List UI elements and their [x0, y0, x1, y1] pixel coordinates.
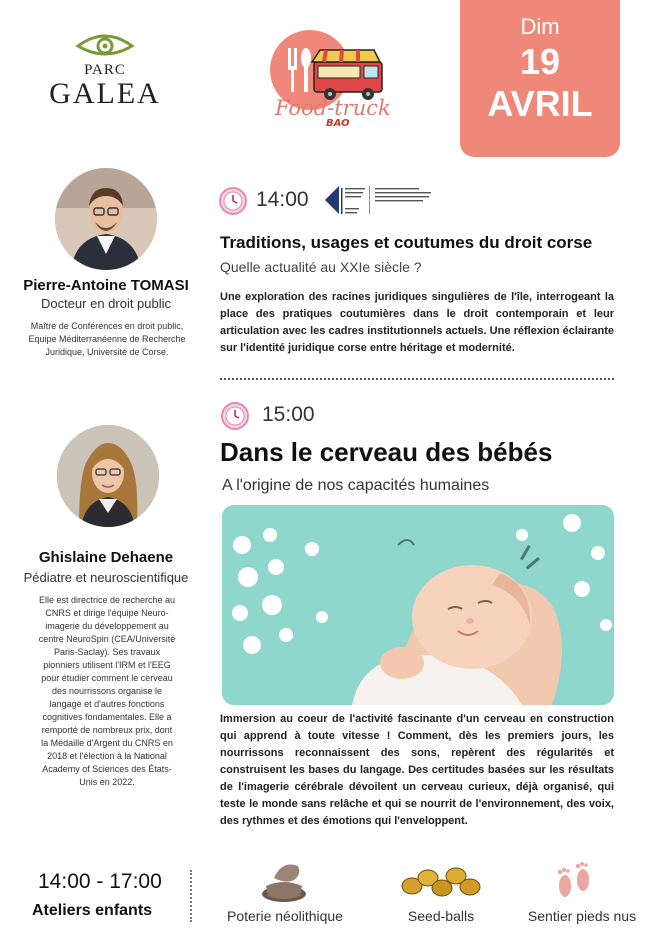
session2-subtitle: A l'origine de nos capacités humaines	[222, 477, 490, 494]
foodtruck-name: Food-truck	[275, 96, 391, 120]
woman-portrait-icon	[57, 425, 159, 527]
session2-title: Dans le cerveau des bébés	[220, 437, 553, 467]
speaker1-bio: Maître de Conférences en droit public, Equipe Méditerranéenne de Recherche Juridique, Université de Corse.	[28, 321, 186, 357]
date-number: 19	[519, 41, 561, 82]
university-logo	[325, 182, 435, 218]
speaker1-role: Docteur en droit public	[40, 296, 172, 311]
eye-logo-icon	[74, 32, 136, 60]
speaker1-portrait	[55, 168, 157, 270]
session1-description: Une exploration des racines juridiques singulières de l'île, interrogeant la place des pratiques coutumières dans le droit contemporain et leur articulation avec les cadres institutionnels actuels. Une réflexion éclairante sur l'identité juridique corse entre héritage et modernité.	[220, 291, 614, 354]
logo-big-text: GALEA	[49, 77, 161, 110]
seed-balls-icon	[400, 862, 482, 902]
activity-seed-balls: Seed-balls	[407, 908, 475, 924]
speaker2-portrait	[57, 425, 159, 527]
session2-time: 15:00	[262, 403, 315, 426]
logo-small-text: PARC	[84, 62, 126, 78]
clock-icon	[220, 401, 250, 431]
date-badge	[460, 0, 620, 157]
session1-subtitle: Quelle actualité au XXIe siècle ?	[220, 259, 422, 275]
baby-photo	[222, 505, 614, 705]
session1-title: Traditions, usages et coutumes du droit corse	[220, 233, 593, 252]
pottery-icon	[258, 856, 310, 904]
foodtruck-sub: BAO	[326, 118, 350, 129]
clock-icon	[218, 186, 248, 216]
man-portrait-icon	[55, 168, 157, 270]
session1-time: 14:00	[256, 188, 309, 211]
footer-divider	[190, 870, 192, 922]
sleeping-baby-icon	[222, 505, 614, 705]
parc-galea-logo	[40, 32, 170, 122]
speaker2-name: Ghislaine Dehaene	[38, 549, 174, 566]
session2-description: Immersion au coeur de l'activité fascinante d'un cerveau en construction qui apprend à toute vitesse ! Comment, dès les premiers jours, les nourrissons reconnaissent des sons, repèrent des régularités et construisent les bases du langage. Des certitudes basées sur les résultats de l'imagerie cérébrale dévoilent un cerveau curieux, déjà organisé, qui teste le monde sans relâche et qui se nourrit de l'environnement, des voix, des rythmes et des émotions qui l'enveloppent.	[220, 713, 614, 827]
activity-barefoot-trail: Sentier pieds nus	[527, 908, 637, 924]
date-day: Dim	[520, 14, 560, 39]
speaker2-bio: Elle est directrice de recherche au CNRS et dirige l'équipe Neuro-imagerie du développement au centre NeuroSpin (CEA/Université Paris-Saclay). Ses travaux pionniers utilisent l'IRM et l'EEG pour étudier comment le cerveau des nourrissons organise le langage et d'autres fonctions cognitives fondamentales. Elle a remporté de nombreux prix, dont la Médaille d'Argent du CNRS en 2018 et l'élection à la National Academy of Sciences des États-Unis en 2022.	[38, 595, 176, 787]
speaker1-name: Pierre-Antoine TOMASI	[23, 277, 189, 294]
activity-pottery: Poterie néolithique	[227, 908, 343, 924]
workshops-time: 14:00 - 17:00	[38, 870, 162, 893]
speaker2-role: Pédiatre et neuroscientifique	[23, 570, 189, 585]
date-month: AVRIL	[487, 83, 593, 124]
section-divider	[220, 378, 614, 380]
workshops-title: Ateliers enfants	[32, 902, 153, 919]
footprints-icon	[551, 856, 599, 904]
university-logo-icon	[325, 182, 435, 218]
